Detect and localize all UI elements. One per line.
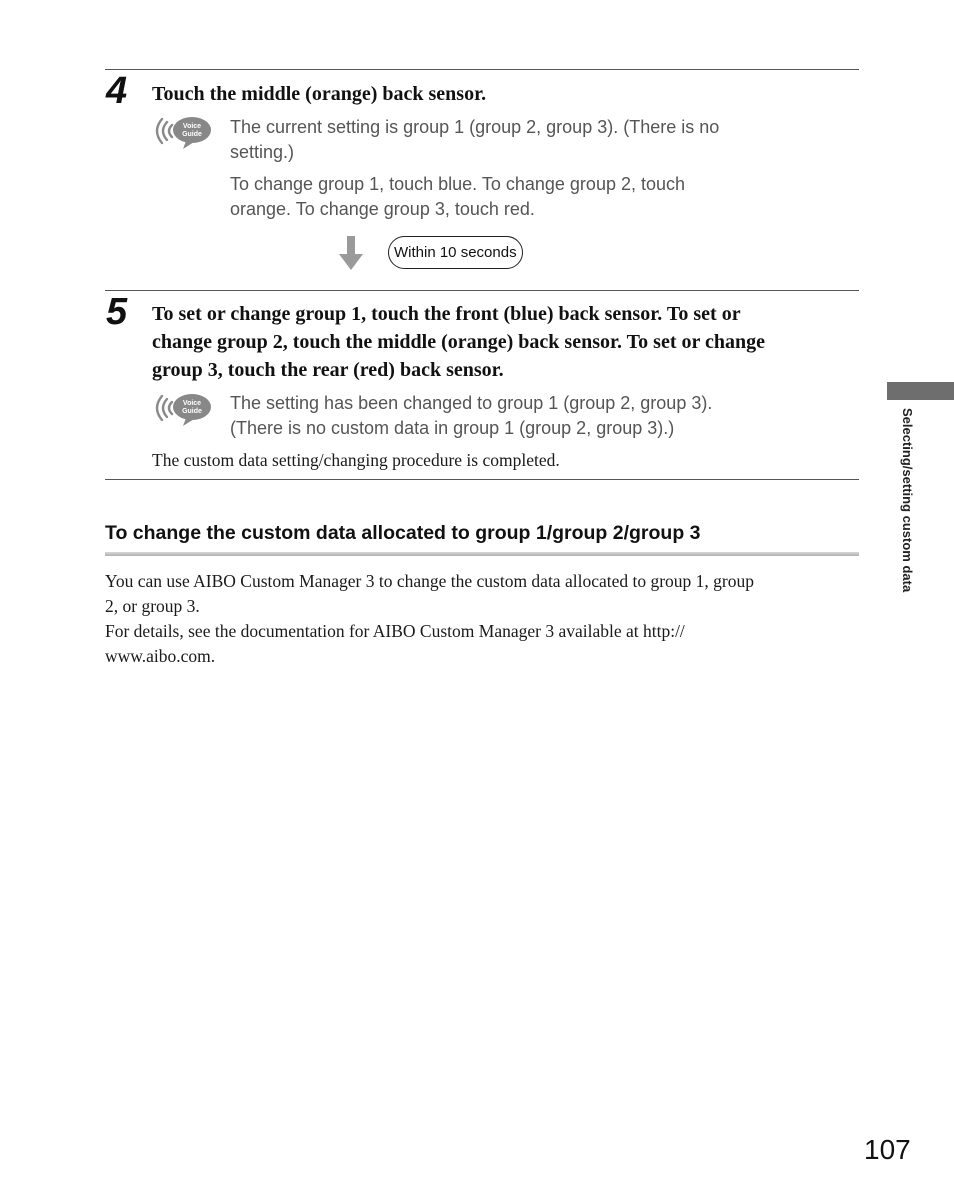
voice-guide-icon [150, 391, 212, 427]
step-5-top-rule [105, 290, 859, 291]
section-para-2-line-2: www.aibo.com. [105, 646, 216, 666]
step-4-top-rule [105, 69, 859, 70]
step-4-title: Touch the middle (orange) back sensor. [152, 83, 487, 105]
step-4-voice-line-1: The current setting is group 1 (group 2, group 3). (There is no [230, 117, 720, 137]
section-para-2-line-1: For details, see the documentation for AIBO Custom Manager 3 available at http:// [105, 621, 685, 641]
step-5-title-line-1: To set or change group 1, touch the front (blue) back sensor. To set or [152, 303, 741, 325]
down-arrow-icon [337, 236, 365, 272]
voice-icon-text-2: Guide [182, 131, 202, 138]
voice-icon-text-1: Voice [182, 400, 202, 407]
section-para-1-line-2: 2, or group 3. [105, 596, 200, 616]
step-4-voice-line-2: setting.) [230, 142, 295, 162]
step-5-bottom-rule [105, 479, 859, 480]
section-para-1-line-1: You can use AIBO Custom Manager 3 to change the custom data allocated to group 1, group [105, 571, 754, 591]
step-5-title-line-3: group 3, touch the rear (red) back sensor. [152, 359, 504, 381]
side-tab-label: Selecting/setting custom data [900, 408, 915, 593]
section-heading: To change the custom data allocated to group 1/group 2/group 3 [105, 522, 701, 544]
step-5-completion: The custom data setting/changing procedure is completed. [152, 450, 560, 470]
step-5-voice-line-1: The setting has been changed to group 1 (group 2, group 3). [230, 393, 713, 413]
step-4-instruction-line-1: To change group 1, touch blue. To change group 2, touch [230, 174, 686, 194]
page-number: 107 [864, 1134, 911, 1165]
step-5-number: 5 [106, 291, 128, 333]
step-4-number: 4 [106, 70, 128, 112]
voice-icon-text-2: Guide [182, 408, 202, 415]
voice-guide-icon [150, 114, 212, 150]
timer-badge: Within 10 seconds [388, 236, 523, 269]
voice-icon-text-1: Voice [182, 123, 202, 130]
section-heading-bar [105, 552, 859, 556]
side-tab-marker [887, 382, 954, 400]
step-5-voice-line-2: (There is no custom data in group 1 (group 2, group 3).) [230, 418, 675, 438]
step-5-title-line-2: change group 2, touch the middle (orange) back sensor. To set or change [152, 331, 766, 353]
step-4-instruction-line-2: orange. To change group 3, touch red. [230, 199, 535, 219]
